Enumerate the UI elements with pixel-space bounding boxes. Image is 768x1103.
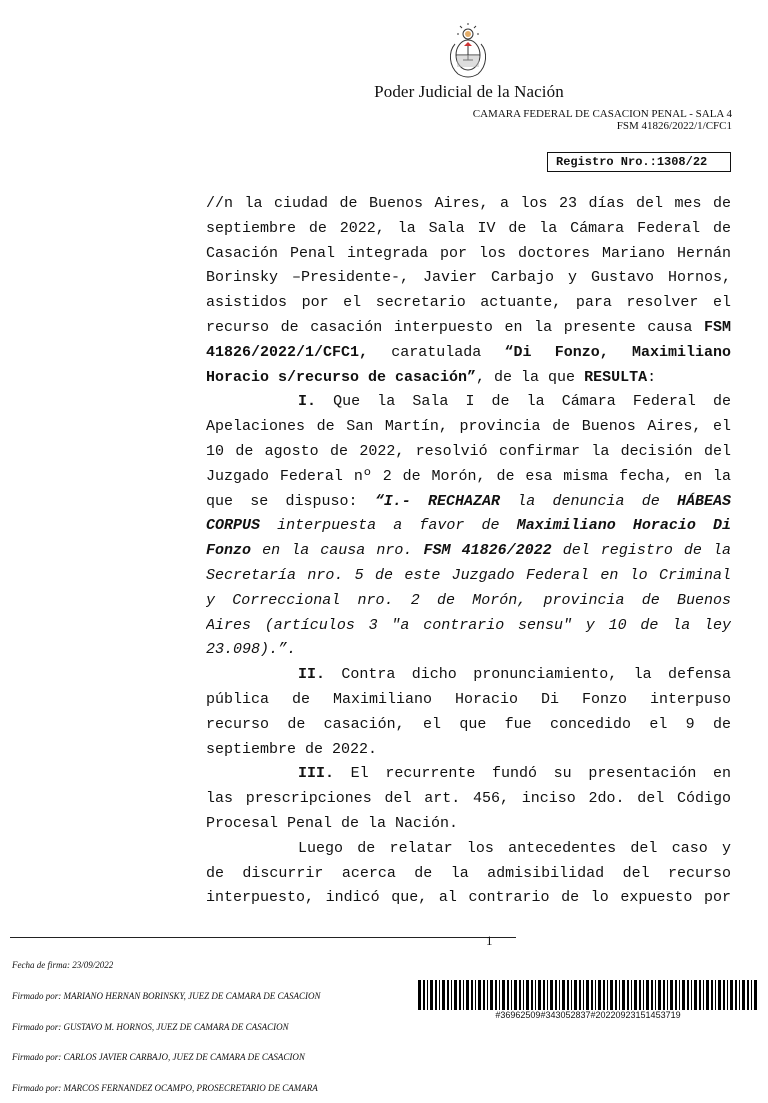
body-line: las prescripciones del art. 456, inciso 2do. del Código: [206, 790, 731, 808]
body-line: Aires (artículos 3 "a contrario sensu" y 10 de la ley: [206, 616, 731, 634]
body-line: Juzgado Federal nº 2 de Morón, de esa misma fecha, en la: [206, 467, 731, 485]
body-line: interpuesto, indicó que, al contrario de lo expuesto por: [206, 889, 731, 907]
signer-line: Firmado por: MARCOS FERNANDEZ OCAMPO, PROSECRETARIO DE CAMARA: [12, 1082, 318, 1093]
institution-title: Poder Judicial de la Nación: [374, 82, 564, 101]
argentina-coat-of-arms-icon: [446, 22, 490, 82]
body-line: recurso de casación, el que fue concedido el 9 de: [206, 715, 731, 733]
body-line: I. Que la Sala I de la Cámara Federal de: [298, 393, 731, 411]
body-line: Horacio s/recurso de casación”, de la que RESULTA:: [206, 368, 657, 386]
body-line: septiembre de 2022, la Sala IV de la Cámara Federal de: [206, 219, 731, 237]
body-line: asistidos por el secretario actuante, para resolver el: [206, 294, 731, 312]
body-line: Procesal Penal de la Nación.: [206, 814, 459, 832]
signature-date: Fecha de firma: 23/09/2022: [12, 960, 114, 971]
body-line: Luego de relatar los antecedentes del caso y: [298, 839, 731, 857]
body-line: y Correccional nro. 2 de Morón, provincia de Buenos: [206, 591, 731, 609]
signer-line: Firmado por: GUSTAVO M. HORNOS, JUEZ DE CAMARA DE CASACION: [12, 1021, 289, 1032]
registro-box: Registro Nro.:1308/22: [547, 152, 731, 172]
body-line: Borinsky –Presidente-, Javier Carbajo y Gustavo Hornos,: [206, 269, 731, 287]
court-header: [473, 108, 732, 132]
page-number: 1: [486, 933, 493, 948]
body-line: //n la ciudad de Buenos Aires, a los 23 días del mes de: [206, 195, 731, 212]
body-line: recurso de casación interpuesto en la presente causa FSM: [206, 318, 731, 336]
body-line: septiembre de 2022.: [206, 740, 378, 758]
footer-divider: [10, 937, 516, 938]
barcode-icon: [418, 980, 758, 1010]
signer-line: Firmado por: CARLOS JAVIER CARBAJO, JUEZ DE CAMARA DE CASACION: [12, 1052, 305, 1063]
body-line: Fonzo en la causa nro. FSM 41826/2022 del registro de la: [206, 542, 731, 560]
body-line: Casación Penal integrada por los doctores Mariano Hernán: [206, 244, 731, 262]
signature-block: [12, 940, 320, 1103]
body-line: II. Contra dicho pronunciamiento, la defensa: [298, 666, 731, 684]
body-line: que se dispuso: “I.- RECHAZAR la denuncia de HÁBEAS: [206, 492, 731, 510]
court-name: CAMARA FEDERAL DE CASACION PENAL - SALA 4: [472, 108, 732, 120]
body-line: Apelaciones de San Martín, provincia de Buenos Aires, el: [206, 418, 731, 436]
signer-line: Firmado por: MARIANO HERNAN BORINSKY, JUEZ DE CAMARA DE CASACION: [12, 991, 321, 1002]
document-body: [206, 192, 731, 911]
body-line: 41826/2022/1/CFC1, caratulada “Di Fonzo, Maximiliano: [206, 343, 731, 361]
body-line: 23.098).”.: [206, 641, 297, 659]
body-line: de discurrir acerca de la admisibilidad del recurso: [206, 864, 731, 882]
body-line: III. El recurrente fundó su presentación en: [298, 765, 731, 783]
file-number: FSM 41826/2022/1/CFC1: [616, 120, 732, 132]
body-line: Secretaría nro. 5 de este Juzgado Federal en lo Criminal: [206, 566, 731, 584]
body-line: pública de Maximiliano Horacio Di Fonzo interpuso: [206, 690, 731, 708]
body-line: CORPUS interpuesta a favor de Maximiliano Horacio Di: [206, 517, 731, 535]
body-line: 10 de agosto de 2022, resolvió confirmar la decisión del: [206, 442, 731, 460]
barcode-number: #36962509#343052837#20220923151453719: [495, 1010, 681, 1020]
